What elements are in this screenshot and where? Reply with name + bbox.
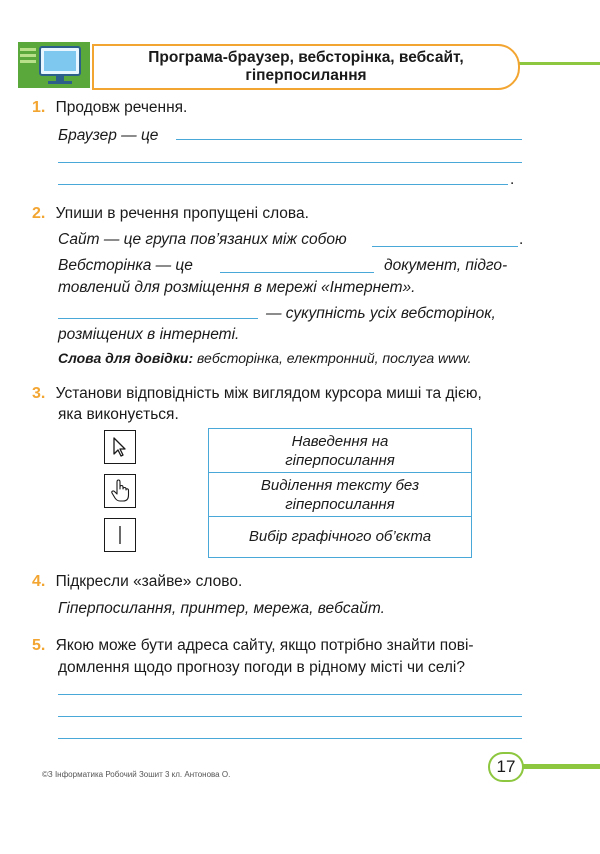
action-cell-select-text[interactable] bbox=[209, 473, 471, 517]
end-mark: . bbox=[510, 171, 515, 188]
task-prompt: Якою може бути адреса сайту, якщо потрібно знайти пові- bbox=[55, 637, 474, 654]
action-text: Виділення тексту без bbox=[260, 476, 420, 494]
task2-sentence1: Сайт — це група пов’язаних між собою bbox=[58, 231, 347, 248]
arrow-cursor-icon[interactable] bbox=[104, 430, 136, 464]
hint-line bbox=[58, 349, 471, 367]
action-cell-select-graphic[interactable] bbox=[209, 517, 471, 556]
hint-label: Слова для довідки: bbox=[58, 350, 194, 366]
hint-words: вебсторінка, електронний, послуга www. bbox=[197, 350, 472, 366]
action-text: Наведення на bbox=[291, 432, 389, 450]
task2-sentence3b: розміщених в інтернеті. bbox=[58, 326, 240, 343]
task-prompt: Упиши в речення пропущені слова. bbox=[55, 205, 309, 222]
task2 bbox=[32, 204, 309, 224]
task3 bbox=[32, 384, 482, 404]
task-prompt: Установи відповідність між виглядом курсора миші та дією, bbox=[55, 385, 482, 402]
task2-sentence3a: — сукупність усіх вебсторінок, bbox=[266, 305, 496, 322]
task-number: 1. bbox=[32, 99, 46, 116]
actions-table bbox=[208, 428, 472, 558]
action-text: Вибір графічного об’єкта bbox=[248, 528, 432, 545]
answer-line[interactable] bbox=[58, 716, 522, 717]
hand-cursor-icon[interactable] bbox=[104, 474, 136, 508]
answer-line[interactable] bbox=[176, 139, 522, 140]
task1 bbox=[32, 98, 187, 118]
answer-line[interactable] bbox=[58, 694, 522, 695]
answer-line[interactable] bbox=[58, 738, 522, 739]
task2-sentence2a: Вебсторінка — це bbox=[58, 257, 193, 274]
task-prompt: Продовж речення. bbox=[55, 99, 188, 116]
task3-prompt-line2: яка виконується. bbox=[58, 406, 179, 423]
answer-line[interactable] bbox=[58, 184, 508, 185]
task-number: 5. bbox=[32, 637, 46, 654]
task-number: 2. bbox=[32, 205, 46, 222]
answer-line[interactable] bbox=[220, 272, 374, 273]
monitor-icon bbox=[18, 42, 90, 88]
task-number: 4. bbox=[32, 573, 46, 590]
task5-prompt-line2: домлення щодо прогнозу погоди в рідному місті чи селі? bbox=[58, 659, 465, 676]
action-text: гіперпосилання bbox=[285, 451, 395, 469]
footer-decor-bar bbox=[520, 764, 600, 769]
page-title-box bbox=[92, 44, 520, 90]
action-cell-hover[interactable] bbox=[209, 429, 471, 473]
answer-line[interactable] bbox=[58, 318, 258, 319]
task5 bbox=[32, 636, 474, 656]
task-number: 3. bbox=[32, 385, 46, 402]
action-text: гіперпосилання bbox=[285, 495, 395, 513]
task2-sentence2c: товлений для розміщення в мережі «Інтернет». bbox=[58, 279, 416, 296]
answer-line[interactable] bbox=[372, 246, 518, 247]
footer-note: ©З Інформатика Робочий Зошит 3 кл. Антонова О. bbox=[42, 770, 231, 779]
task-prompt: Підкресли «зайве» слово. bbox=[55, 573, 243, 590]
task4 bbox=[32, 572, 242, 592]
task2-sentence2b: документ, підго- bbox=[384, 257, 508, 274]
end-mark: . bbox=[519, 231, 524, 248]
task4-words[interactable]: Гіперпосилання, принтер, мережа, вебсайт. bbox=[58, 600, 385, 617]
page-number: 17 bbox=[488, 752, 524, 782]
answer-line[interactable] bbox=[58, 162, 522, 163]
text-cursor-icon[interactable] bbox=[104, 518, 136, 552]
task1-sentence: Браузер — це bbox=[58, 127, 159, 144]
page-title: Програма-браузер, вебсторінка, вебсайт, гіперпосилання bbox=[148, 49, 464, 84]
